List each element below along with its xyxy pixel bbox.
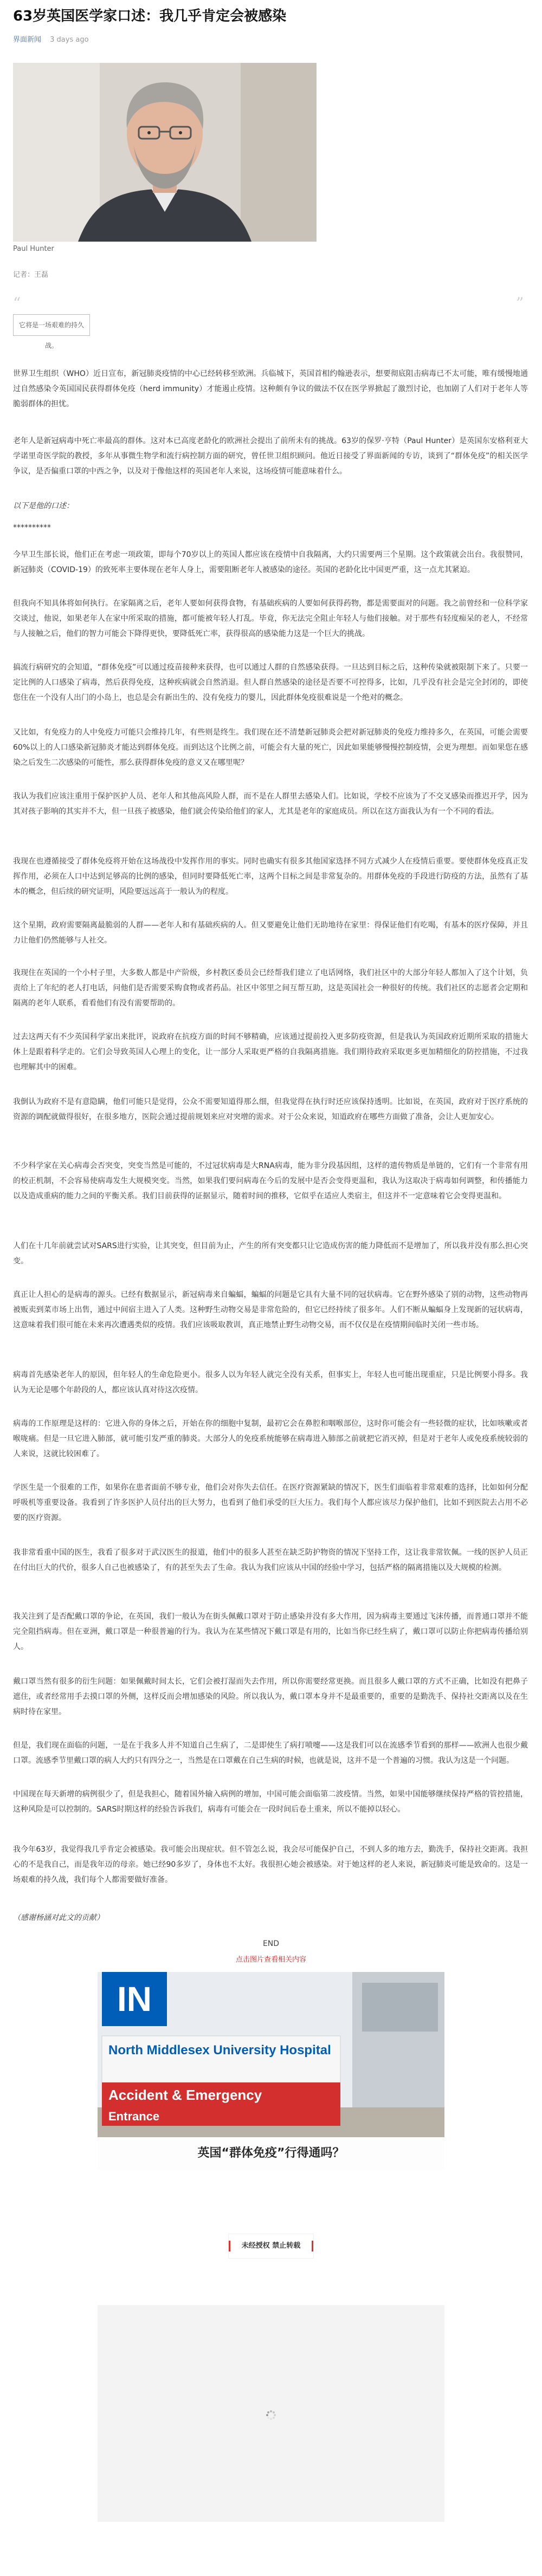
subheading: 以下是他的口述： bbox=[13, 502, 74, 510]
publish-time: 3 days ago bbox=[50, 36, 89, 44]
sign-ae-text: Accident & Emergency bbox=[108, 2087, 262, 2103]
sign-logo-text: IN bbox=[117, 1980, 152, 2019]
paragraph-15: 人们在十几年前就尝试对SARS进行实验，让其突变，但目前为止，产生的所有突变都只让它造成伤害的能力降低而不是增加了，所以我并没有那么担心突变。 bbox=[13, 1242, 528, 1266]
portrait-illustration bbox=[13, 63, 317, 242]
paragraph-14: 不少科学家在关心病毒会否突变，突变当然是可能的，不过冠状病毒是大RNA病毒，能为非分段基因组，这样的遗传物质是单链的，它们有一个非常有用的校正机制，不会容易使病毒发生大规模突变。当然，如果我们要问病毒在今后的发展中是否会变得更温和，我认为这取决于病毒如何调整，和传播能力以及造成重病的能力之间的平衡关系。我们目前获得的证据显示，随着时间的推移，它似乎在适应人类宿主，但这并不一定意味着它会变得更温和。 bbox=[13, 1162, 528, 1201]
separator-stars: ********** bbox=[13, 523, 51, 532]
paragraph-22: 戴口罩当然有很多的衍生问题：如果佩戴时间太长，它们会被打湿而失去作用，所以你需要经常更换。而且很多人戴口罩的方式不正确，比如没有把鼻子遮住，或者经常用手去摸口罩的外侧，这样反而会增加感染的风险。所以我认为，戴口罩本身并不是最重要的，重要的是勤洗手、保持社交距离以及在生病时待在家里。 bbox=[13, 1677, 528, 1716]
copyright-notice-text: 未经授权 禁止转载 bbox=[241, 2242, 301, 2250]
notice-left-bar bbox=[229, 2241, 230, 2251]
portrait-photo bbox=[13, 63, 317, 242]
quote-close-icon: ” bbox=[516, 294, 524, 312]
hospital-sign-image bbox=[98, 1972, 444, 2137]
paragraph-23: 但是，我们现在面临的问题，一是在于我多人并不知道自己生病了，二是即使生了病打喷嚏——这是我们可以在流感季节看到的那样——欧洲人也很少戴口罩。流感季节里戴口罩的病人大约只有四分之一，当然是在口罩戴在自己生病的时候，也就是说，这并不是一个普遍的习惯。我认为这是一个问题。 bbox=[13, 1741, 528, 1765]
copyright-notice bbox=[229, 2234, 313, 2258]
end-marker: END bbox=[262, 1939, 280, 1948]
quote-open-icon: “ bbox=[13, 294, 21, 312]
paragraph-5: 但我向不知具体将如何执行。在家隔离之后，老年人要如何获得食物，有基础疾病的人要如何获得药物，都是需要面对的问题。我之前曾经和一位科学家交谈过，他说，如果老年人在家中所采取的措施，都可能被年轻人打乱。毕竟，你无法完全阻止年轻人与他们接触。对于那些有轻度痴呆的老人，不经常与人接触之后，他们的智力可能会下降得更快，要降低死亡率，获得很高的感染能力这是一个巨大的挑战。 bbox=[13, 599, 528, 638]
article-title: 63岁英国医学家口述：我几乎肯定会被感染 bbox=[13, 8, 287, 24]
loading-spinner-icon bbox=[266, 2410, 276, 2421]
paragraph-16: 真正让人担心的是病毒的源头。已经有数据显示，新冠病毒来自蝙蝠，蝙蝠的问题是它具有大量不同的冠状病毒。它在野外感染了别的动物，这些动物再被贩卖到菜市场上出售，通过中间宿主进入了人类。这种野生动物交易是非常危险的，但它已经持续了很多年。人们不断从蝙蝠身上发现新的冠状病毒，这意味着我们很可能在未来再次遭遇类似的疫情。我们应该吸取教训，真正地禁止野生动物交易，而不仅仅是在疫情期间临时关闭一些市场。 bbox=[13, 1290, 528, 1329]
sign-entrance-text: Entrance bbox=[108, 2110, 160, 2123]
sign-hospital-name: North Middlesex University Hospital bbox=[108, 2043, 331, 2058]
paragraph-7: 又比如，有免疫力的人中免疫力可能只会维持几年，有些则是终生。我们现在还不清楚新冠肺炎会把对新冠肺炎的免疫力维持多久，在英国，可能会需要60%以上的人口感染新冠肺炎才能达到群体免疫。而到达这个比例之前，可能会有大量的死亡，因此如果能够慢慢控制疫情，会更为理想。而如果您在感染之后发生二次感染的可能性，那么获得群体免疫的意义又在哪里呢？ bbox=[13, 728, 528, 767]
paragraph-1: 世界卫生组织（WHO）近日宣布，新冠肺炎疫情的中心已经转移至欧洲。兵临城下，英国首相约翰逊表示，想要彻底阻击病毒已不太可能，唯有缓慢地通过自然感染令英国国民获得群体免疫（herd immunity）才能遏止疫情。这种颇有争议的做法不仅在医学界掀起了激烈讨论，也加剧了人们对于老年人等脆弱群体的担忧。 bbox=[13, 369, 528, 408]
paragraph-2: 老年人是新冠病毒中死亡率最高的群体。这对本已高度老龄化的欧洲社会提出了前所未有的挑战。63岁的保罗·亨特（Paul Hunter）是英国东安格利亚大学诺里奇医学院的教授，多年从事微生物学和流行病控制方面的研究，曾任世卫组织顾问。他近日接受了界面新闻的专访，谈到了“群体免疫”的相关医学争议，是否偏重口罩的中西之争，以及对于像他这样的英国老年人来说，这场疫情可能意味着什么。 bbox=[13, 437, 528, 476]
paragraph-21: 我关注到了是否配戴口罩的争论，在英国，我们一般认为在街头佩戴口罩对于防止感染并没有多大作用，因为病毒主要通过飞沫传播，而普通口罩并不能完全阻挡病毒。但在亚洲，戴口罩是一种很普遍的行为。我认为在某些情况下戴口罩是有用的，比如当你已经生病了，戴口罩可以防止你把病毒传播给别人。 bbox=[13, 1612, 528, 1651]
article-meta bbox=[13, 35, 89, 46]
paragraph-8: 我认为我们应该注重用于保护医护人员、老年人和其他高风险人群，而不是在人群里去感染人们。比如说，学校不应该为了不交叉感染而推迟开学，因为其对孩子影响的其实并不大，但一旦孩子被感染，他们就会传染给他们的家人，尤其是老年的家庭成员。所以在这方面我认为有一个不同的看法。 bbox=[13, 792, 528, 816]
paragraph-4: 今早卫生部长说，他们正在考虑一项政策，即每个70岁以上的英国人都应该在疫情中自我隔离，大约只需要两三个星期。这个政策就会出台。我很赞同，新冠肺炎（COVID-19）的致死率主要体现在老年人身上，需要阻断老年人被感染的途径。英国的老龄化比中国更严重，这一点尤其紧迫。 bbox=[13, 550, 528, 574]
related-article-caption: 英国“群体免疫”行得通吗？ bbox=[98, 2137, 444, 2170]
notice-right-bar bbox=[312, 2241, 313, 2251]
paragraph-20: 我非常看重中国的医生，我看了很多对于武汉医生的报道，他们中的很多人甚至在缺乏防护物资的情况下坚持工作，这让我非常钦佩。一线的医护人员正在付出巨大的代价，很多人自己也被感染了，有的甚至失去了生命。我认为我们应该从中国的经验中学习，包括严格的隔离措施以及大规模的检测。 bbox=[13, 1548, 528, 1572]
related-article-card[interactable] bbox=[98, 1972, 444, 2170]
paragraph-9: 我现在也遵循接受了群体免疫将开始在这场战役中发挥作用的事实。同时也确实有很多其他国家选择不同方式减少人在疫情后重要。要使群体免疫真正发挥作用，必须在人口中达到足够高的比例的感染，但同时要降低死亡率，这两个目标之间是非常复杂的。用群体免疫的手段进行防疫的方法，虽然有了基本的概念，但后续的研究证明，风险要远远高于一般认为的程度。 bbox=[13, 857, 528, 896]
paragraph-25: 我今年63岁，我觉得我几乎肯定会被感染。我可能会出现症状。但不管怎么说，我会尽可能保护自己，不到人多的地方去，勤洗手，保持社交距离。我担心的不是我自己，而是我年迈的母亲。她已经90多岁了，身体也不太好。我很担心她会被感染。对于她这样的老人来说，新冠肺炎可能是致命的。这是一场艰难的持久战，我们每个人都需要做好准备。 bbox=[13, 1845, 528, 1884]
pull-quote: 它将是一场艰难的持久战。 bbox=[13, 314, 90, 336]
paragraph-6: 搞流行病研究的会知道，“群体免疫”可以通过疫苗接种来获得，也可以通过人群的自然感染获得。一旦达到目标之后，这种传染就被限制下来了。只要一定比例的人口感染了病毒，然后获得免疫，这种疾病就会自然消退。但人群自然感染的途径是否要不可控得多，比如，几乎没有社会是完全封闭的，即使您住在一个没有人出门的小岛上，也总是会有新出生的、没有免疫力的婴儿，因此群体免疫很难说是一个绝对的概念。 bbox=[13, 663, 528, 702]
paragraph-18: 病毒的工作原理是这样的：它进入你的身体之后，开始在你的细胞中复制，最初它会在鼻腔和咽喉部位，这时你可能会有一些轻微的症状，比如咳嗽或者喉咙痛。但是一旦它进入肺部，就可能引发严重的肺炎。大部分人的免疫系统能够在病毒进入肺部之前就把它消灭掉，但是对于老年人或免疫系统较弱的人来说，这就比较困难了。 bbox=[13, 1419, 528, 1458]
paragraph-10: 这个星期，政府需要隔离最脆弱的人群——老年人和有基础疾病的人。但又要避免让他们无助地待在家里：得保证他们有吃喝，有基本的医疗保障，并且力让他们仍然能够与人社交。 bbox=[13, 921, 528, 945]
photo-caption: Paul Hunter bbox=[13, 245, 54, 253]
paragraph-12: 过去这两天有不少英国科学家出来批评，说政府在抗疫方面的时间不够精确，应该通过提前投入更多防疫资源，但是我认为英国政府近期所采取的措施大体上是跟着科学走的。它们会导致英国人心理上的变化，让一部分人采取更严格的自我隔离措施。我们期待政府采取更多更加精细化的防控措施，不过我也理解其中的困难。 bbox=[13, 1033, 528, 1072]
related-content-link[interactable]: 点击图片查看相关内容 bbox=[235, 1956, 306, 1964]
paragraph-24: 中国现在每天新增的病例很少了，但是我担心，随着国外输入病例的增加，中国可能会面临第二波疫情。当然，如果中国能够继续保持严格的管控措施，这种风险是可以控制的。SARS时期这样的经验告诉我们，病毒有可能会在一段时间后卷土重来，所以不能掉以轻心。 bbox=[13, 1790, 528, 1814]
paragraph-13: 我倒认为政府不是有意隐瞒，他们可能只是觉得，公众不需要知道得那么细，但我觉得在执行时还应该保持透明。比如说，在英国，政府对于医疗系统的资源的调配就做得很好，在很多地方，医院会通过提前规划来应对突增的需求。对于公众来说，知道政府在哪些方面做了准备，会让人更加安心。 bbox=[13, 1098, 528, 1121]
source-link[interactable]: 界面新闻 bbox=[13, 36, 42, 44]
reporter-credit: 记者：王磊 bbox=[13, 271, 49, 279]
paragraph-19: 学医生是一个很难的工作，如果你在患者面前不够专业，他们会对你失去信任。在医疗资源紧缺的情况下，医生们面临着非常艰难的选择，比如如何分配呼吸机等重要设备。我看到了许多医护人员付出的巨大努力，也看到了他们承受的巨大压力。我们每个人都应该尽力保护他们，比如不到医院去占用不必要的医疗资源。 bbox=[13, 1483, 528, 1522]
paragraph-17: 病毒首先感染老年人的原因，但年轻人的生命危险更小。很多人以为年轻人就完全没有关系，但事实上，年轻人也可能出现重症，只是比例要小得多。我认为无论是哪个年龄段的人，都应该认真对待这次疫情。 bbox=[13, 1371, 528, 1394]
paragraph-11: 我现住在英国的一个小村子里，大多数人都是中产阶级，乡村教区委员会已经帮我们建立了电话网络，我们社区中的大部分年轻人都加入了这个计划，负责给上了年纪的老人打电话，问他们是否需要采购食物或者药品。社区中邻里之间互帮互助，这是英国社会一种很好的传统。我们社区的志愿者会定期和隔离的老年人联系，看看他们有没有需要帮助的。 bbox=[13, 969, 528, 1008]
contribution-credit: （感谢杨涵对此文的贡献） bbox=[13, 1913, 104, 1922]
